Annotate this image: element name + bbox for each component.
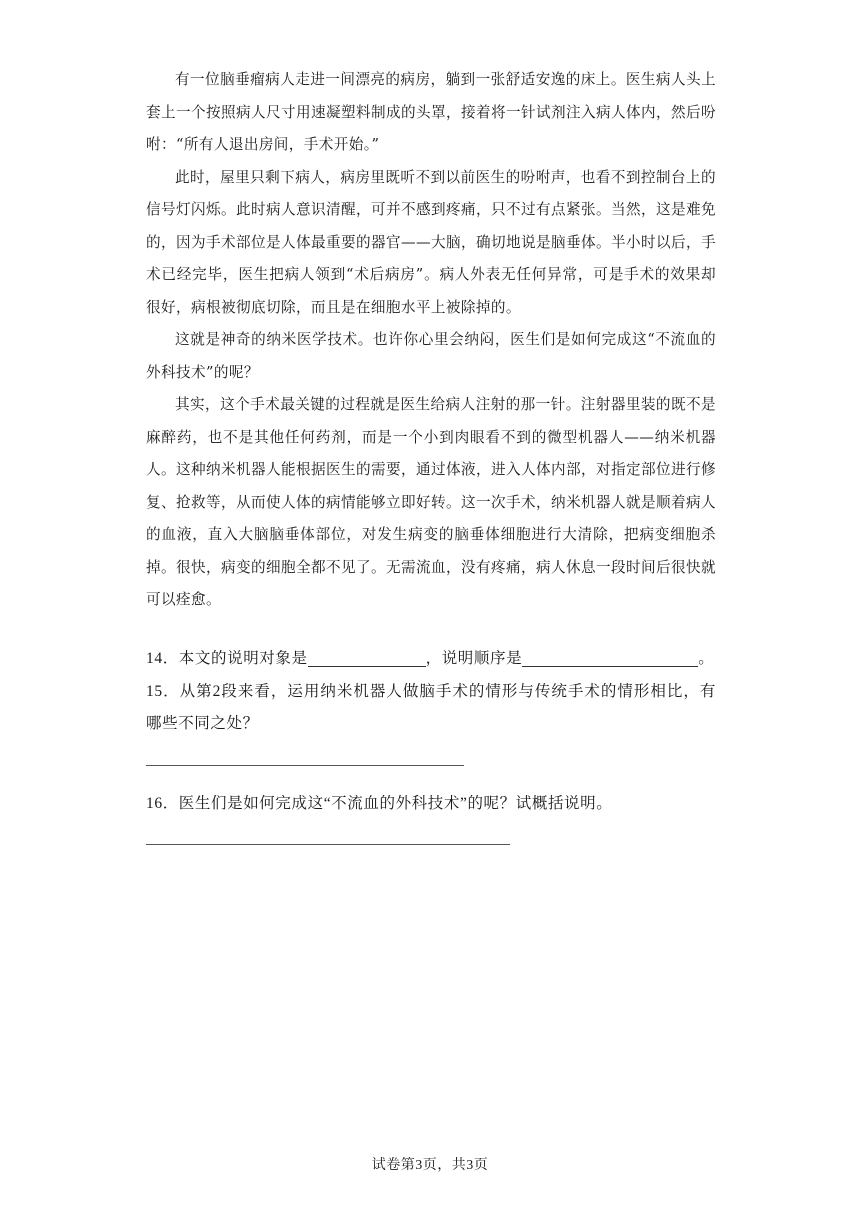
question-section (146, 643, 716, 845)
question-15: 15．从第2段来看，运用纳米机器人做脑手术的情形与传统手术的情形相比，有哪些不同之处？ (146, 682, 716, 732)
reading-passage (146, 64, 716, 617)
page-footer: 试卷第3页，共3页 (371, 1158, 489, 1173)
question-14-prompt-order: ，说明顺序是 (425, 650, 523, 667)
passage-paragraph-2: 此时，屋里只剩下病人，病房里既听不到以前医生的吩咐声，也看不到控制台上的信号灯闪烁。此时病人意识清醒，可并不感到疼痛，只不过有点紧张。当然，这是难免的，因为手术部位是人体最重要的器官——大脑，确切地说是脑垂体。半小时以后，手术已经完毕，医生把病人领到“术后病房”。病人外表无任何异常，可是手术的效果却很好，病根被彻底切除，而且是在细胞水平上被除掉的。 (146, 168, 716, 316)
answer-line-16[interactable] (146, 844, 510, 845)
answer-blank-subject[interactable] (308, 648, 426, 667)
question-16: 16．医生们是如何完成这“不流血的外科技术”的呢？试概括说明。 (146, 794, 613, 812)
question-14 (146, 643, 716, 676)
passage-paragraph-3: 这就是神奇的纳米医学技术。也许你心里会纳闷，医生们是如何完成这“不流血的外科技术”的呢？ (146, 331, 716, 381)
answer-blank-order[interactable] (522, 648, 698, 667)
answer-line-15[interactable] (146, 765, 464, 766)
question-14-period: 。 (698, 650, 715, 667)
passage-paragraph-4: 其实，这个手术最关键的过程就是医生给病人注射的那一针。注射器里装的既不是麻醉药，也不是其他任何药剂，而是一个小到肉眼看不到的微型机器人——纳米机器人。这种纳米机器人能根据医生的需要，通过体液，进入人体内部，对指定部位进行修复、抢救等，从而使人体的病情能够立即好转。这一次手术，纳米机器人就是顺着病人的血液，直入大脑脑垂体部位，对发生病变的脑垂体细胞进行大清除，把病变细胞杀掉。很快，病变的细胞全都不见了。无需流血，没有疼痛，病人休息一段时间后很快就可以痊愈。 (146, 396, 716, 608)
question-14-prompt: 14．本文的说明对象是 (146, 650, 308, 667)
passage-paragraph-1: 有一位脑垂瘤病人走进一间漂亮的病房，躺到一张舒适安逸的床上。医生病人头上套上一个按照病人尺寸用速凝塑料制成的头罩，接着将一针试剂注入病人体内，然后吩咐：“所有人退出房间，手术开始。” (146, 71, 716, 153)
